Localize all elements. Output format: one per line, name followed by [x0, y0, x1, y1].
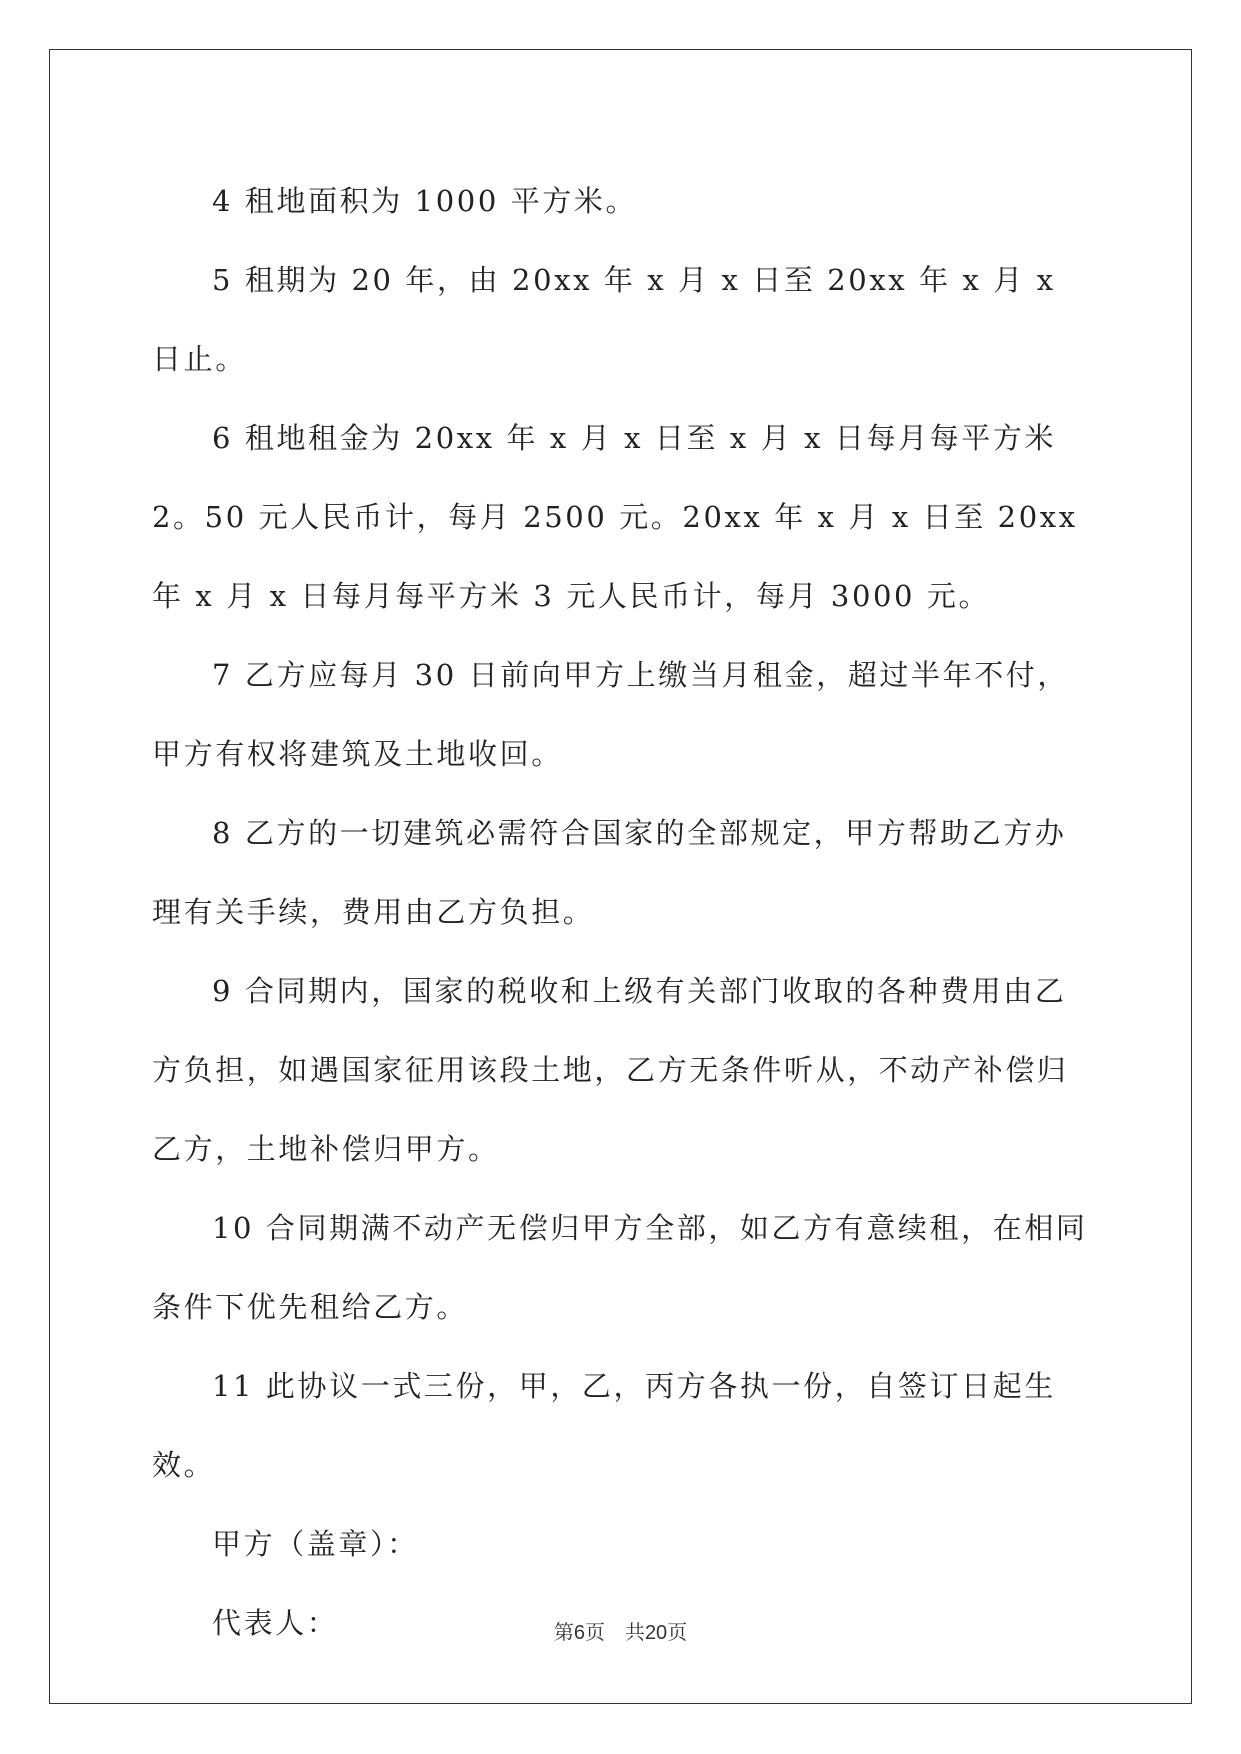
clause-9: 9 合同期内，国家的税收和上级有关部门收取的各种费用由乙方负担，如遇国家征用该段土地，乙方无条件听从，不动产补偿归乙方，土地补偿归甲方。 [152, 974, 1069, 1166]
clause-6: 6 租地租金为 20xx 年 x 月 x 日至 x 月 x 日每月每平方米 2。50 元人民币计，每月 2500 元。20xx 年 x 月 x 日至 20xx 年 x 月 x 日每月每平方米 3 元人民币计，每月 3000 元。 [152, 421, 1078, 613]
party-a-seal-label: 甲方（盖章）： [212, 1527, 419, 1561]
clause-10: 10 合同期满不动产无偿归甲方全部，如乙方有意续租，在相同条件下优先租给乙方。 [152, 1211, 1088, 1324]
footer-page-suffix: 页 [667, 1620, 688, 1644]
footer-page-current: 6 [573, 1622, 585, 1644]
document-body [152, 162, 1092, 1663]
clause-11: 11 此协议一式三份，甲，乙，丙方各执一份，自签订日起生效。 [152, 1369, 1056, 1482]
representative-label: 代表人： [212, 1606, 339, 1640]
footer-page-prefix: 第 [553, 1620, 574, 1644]
footer-page-total: 20 [644, 1622, 668, 1644]
clause-4: 4 租地面积为 1000 平方米。 [212, 184, 638, 218]
footer-page-mid: 页 共 [584, 1620, 645, 1644]
clause-5: 5 租期为 20 年，由 20xx 年 x 月 x 日至 20xx 年 x 月 x 日止。 [152, 263, 1056, 376]
page-footer [0, 1616, 1241, 1645]
clause-7: 7 乙方应每月 30 日前向甲方上缴当月租金，超过半年不付，甲方有权将建筑及土地收回。 [152, 658, 1070, 771]
clause-8: 8 乙方的一切建筑必需符合国家的全部规定，甲方帮助乙方办理有关手续，费用由乙方负担。 [152, 816, 1067, 929]
